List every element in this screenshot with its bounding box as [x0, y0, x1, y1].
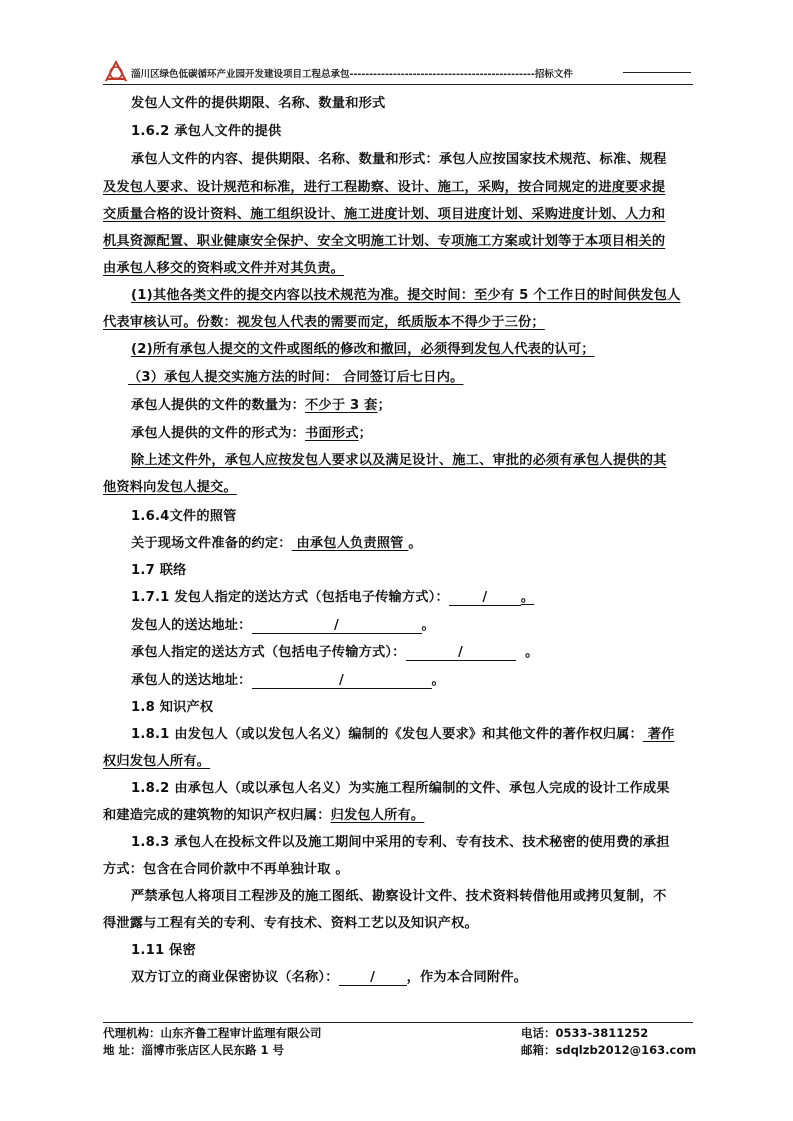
footer-agency: 代理机构：山东齐鲁工程审计监理有限公司 — [103, 1026, 322, 1040]
header-rule — [103, 84, 693, 85]
contractor-address-label: 承包人的送达地址： — [131, 673, 252, 688]
clause-1-8-3-text: 1.8.3 承包人在投标文件以及施工期间中采用的专利、专有技术、技术秘密的使用费的承担 — [131, 835, 670, 850]
footer-phone: 电话：0533-3811252 — [521, 1026, 649, 1040]
clause-1-8-2-text: 1.8.2 由承包人（或以承包人名义）为实施工程所编制的文件、承包人完成的设计工作成果 — [131, 781, 670, 796]
quantity-value: 不少于 3 套 — [305, 398, 378, 413]
care-row — [131, 536, 422, 552]
paragraph-line: 机具资源配置、职业健康安全保护、安全文明施工计划、专项施工方案或计划等于本项目相关的 — [103, 234, 666, 249]
footer-address: 地 址：淄博市张店区人民东路 1 号 — [103, 1043, 285, 1057]
footer-rule — [103, 1022, 693, 1023]
form-value: 书面形式 — [305, 426, 359, 441]
clause-1-8-2-label: 和建造完成的建筑物的知识产权归属： — [103, 808, 331, 823]
clause-1-8-2-row — [103, 808, 424, 824]
care-value: 由承包人负责照管 — [291, 536, 409, 551]
contractor-address-row — [131, 673, 445, 689]
paragraph-line: 交质量合格的设计资料、施工组织设计、施工进度计划、项目进度计划、采购进度计划、人力和 — [103, 207, 666, 222]
company-logo-icon — [103, 60, 129, 84]
employer-address-label: 发包人的送达地址： — [131, 618, 252, 633]
paragraph-line: 除上述文件外，承包人应按发包人要求以及满足设计、施工、审批的必须有承包人提供的其 — [131, 453, 667, 468]
item-2: (2)所有承包人提交的文件或图纸的修改和撤回，必须得到发包人代表的认可； — [131, 342, 595, 357]
contractor-address-end: 。 — [431, 673, 445, 688]
delivery-mode-contractor-row — [131, 645, 539, 661]
paragraph-line: 及发包人要求、设计规范和标准，进行工程勘察、设计、施工，采购，按合同规定的进度要求提 — [103, 180, 666, 195]
section-heading-1-6-4: 1.6.4文件的照管 — [131, 509, 237, 524]
delivery-mode-contractor-end: 。 — [525, 645, 539, 660]
delivery-mode-employer-value: / — [449, 590, 521, 606]
item-1-line: 代表审核认可。份数：视发包人代表的需要而定，纸质版本不得少于三份； — [103, 315, 545, 330]
delivery-mode-contractor-value: / — [406, 645, 516, 661]
paragraph-line: 他资料向发包人提交。 — [103, 480, 237, 495]
confidentiality-label: 双方订立的商业保密协议（名称）： — [131, 970, 339, 985]
section-heading-1-7: 1.7 联络 — [131, 563, 187, 578]
quantity-label: 承包人提供的文件的数量为： — [131, 398, 306, 413]
form-end: ； — [358, 426, 372, 441]
header-title: 淄川区绿色低碳循环产业园开发建设项目工程总承包-----------------------------------------------招标文件 — [131, 69, 573, 80]
section-heading-1-11: 1.11 保密 — [131, 943, 196, 958]
footer-email: 邮箱：sdqlzb2012@163.com — [521, 1043, 697, 1057]
page-header — [103, 62, 693, 84]
clause-1-8-1-text: 1.8.1 由发包人（或以发包人名义）编制的《发包人要求》和其他文件的著作权归属： — [131, 727, 643, 742]
quantity-row — [131, 398, 391, 414]
employer-address-value: / — [252, 618, 422, 634]
clause-1-8-3-continued: 方式：包含在合同价款中不再单独计取 。 — [103, 862, 349, 877]
clause-1-8-2-value: 归发包人所有。 — [330, 808, 425, 823]
form-row — [131, 426, 372, 442]
delivery-mode-contractor-label: 承包人指定的送达方式（包括电子传输方式）： — [131, 645, 406, 660]
section-heading-1-8: 1.8 知识产权 — [131, 700, 214, 715]
employer-address-row — [131, 618, 435, 634]
clause-1-8-1-continued: 权归发包人所有。 — [103, 754, 211, 769]
form-label: 承包人提供的文件的形式为： — [131, 426, 306, 441]
clause-1-8-1-value: 著作 — [642, 727, 675, 742]
contractor-address-value: / — [252, 673, 432, 689]
paragraph-line: 承包人文件的内容、提供期限、名称、数量和形式：承包人应按国家技术规范、标准、规程 — [131, 152, 667, 167]
care-label: 关于现场文件准备的约定： — [131, 536, 292, 551]
confidentiality-end: ，作为本合同附件。 — [406, 970, 528, 985]
confidentiality-row — [131, 970, 527, 986]
employer-address-end: 。 — [421, 618, 435, 633]
item-1-line: (1)其他各类文件的提交内容以技术规范为准。提交时间：至少有 5 个工作日的时间供发包人 — [131, 288, 681, 303]
delivery-mode-employer-end: 。 — [520, 590, 535, 605]
confidentiality-value: / — [339, 970, 407, 986]
quantity-end: ； — [377, 398, 391, 413]
clause-1-8-1-row — [131, 727, 674, 743]
section-heading-1-6-2: 1.6.2 承包人文件的提供 — [131, 124, 282, 139]
paragraph-line: 由承包人移交的资料或文件并对其负责。 — [103, 261, 344, 276]
subsection-title: 发包人文件的提供期限、名称、数量和形式 — [131, 96, 386, 111]
delivery-mode-employer-row — [131, 590, 534, 606]
paragraph-line: 严禁承包人将项目工程涉及的施工图纸、勘察设计文件、技术资料转借他用或拷贝复制，不 — [131, 889, 667, 904]
care-end: 。 — [408, 536, 422, 551]
paragraph-line: 得泄露与工程有关的专利、专有技术、资料工艺以及知识产权。 — [103, 916, 478, 931]
item-3: （3）承包人提交实施方法的时间： 合同签订后七日内。 — [128, 370, 464, 385]
delivery-mode-employer-label: 1.7.1 发包人指定的送达方式（包括电子传输方式）： — [131, 590, 449, 605]
header-line — [623, 72, 691, 73]
